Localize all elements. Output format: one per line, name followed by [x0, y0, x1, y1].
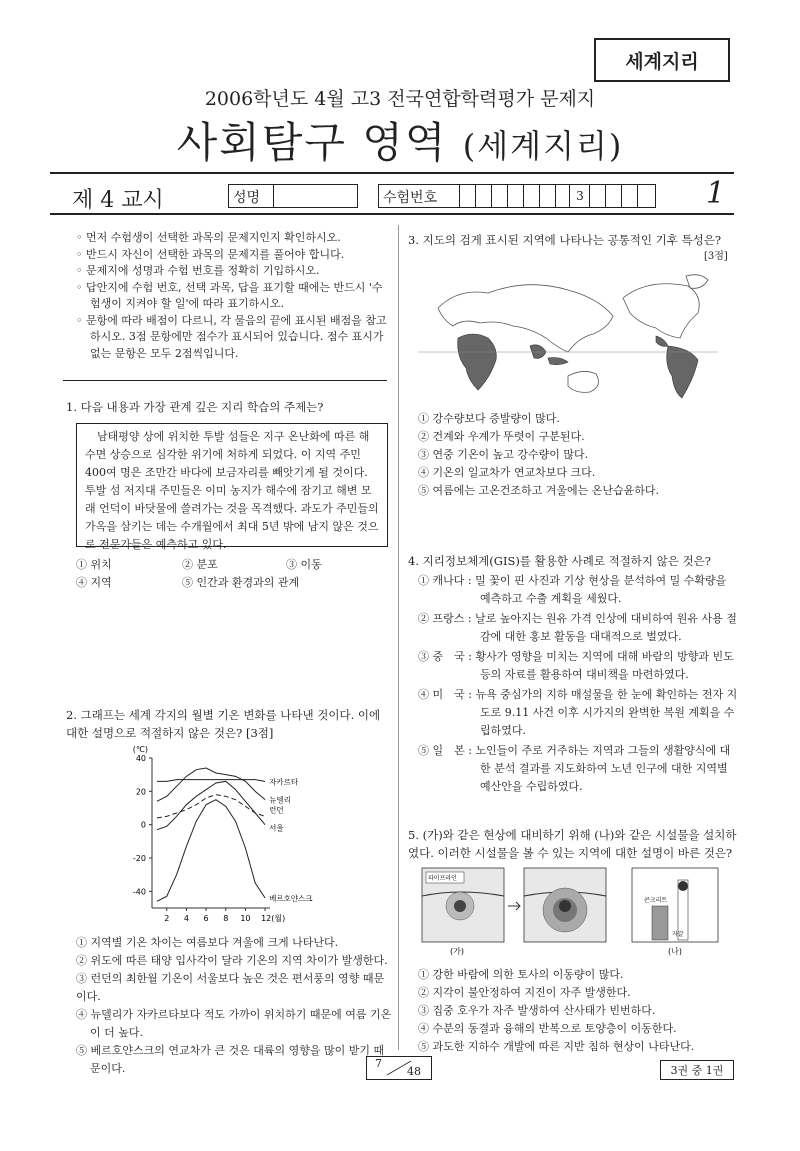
x-tick-label: 10	[240, 914, 251, 923]
name-field[interactable]	[228, 184, 358, 208]
q2-choice[interactable]: ④ 뉴델리가 자카르타보다 적도 가까이 위치하기 때문에 여름 기온이 더 높다.	[76, 1008, 392, 1039]
q4-choices	[418, 572, 738, 796]
gravel-label: 자갈	[672, 931, 684, 938]
q4-choice[interactable]: ① 캐나다 : 밀 꽃이 핀 사진과 기상 현상을 분석하여 밀 수확량을 예측하고 수출 계획을 세웠다.	[418, 574, 727, 605]
x-tick-label: 8	[223, 914, 229, 923]
q4-choice[interactable]: ③ 중 국 : 황사가 영향을 미치는 지역에 대해 바람의 방향과 빈도 등의 자료를 활용하여 대비책을 마련하였다.	[418, 650, 734, 681]
pipeline-label: 파이프라인	[428, 875, 457, 882]
instructions-separator	[63, 380, 387, 381]
exam-number-cell[interactable]	[507, 185, 523, 207]
concrete-pillar	[652, 906, 668, 940]
instruction-item: ◦ 답안지에 수험 번호, 선택 과목, 답을 표기할 때에는 반드시 '수험생이 지켜야 할 일'에 따라 표기하시오.	[76, 280, 383, 310]
q5-choice[interactable]: ④ 수분의 동결과 융해의 반복으로 토양층이 이동한다.	[418, 1022, 677, 1035]
page-fraction-box	[366, 1056, 432, 1080]
q1-choice[interactable]: ② 분포	[182, 558, 218, 571]
exam-number-label: 수험번호	[383, 190, 438, 206]
y-tick-label: -20	[132, 854, 146, 863]
main-title-subject: (세계지리)	[462, 127, 624, 165]
ga-label: (가)	[450, 947, 464, 956]
q1-choice[interactable]: ③ 이동	[286, 558, 322, 571]
series-line-2	[157, 795, 265, 818]
y-axis-label: (℃)	[132, 745, 148, 754]
series-label: 베르호얀스크	[269, 894, 313, 903]
q1-choice[interactable]: ① 위치	[76, 558, 112, 571]
arrow-icon	[508, 902, 520, 910]
header-rule-bottom	[50, 213, 734, 215]
page-fraction-top: 7	[375, 1057, 382, 1070]
series-line-0	[157, 780, 265, 782]
q3-points: [3점]	[704, 251, 728, 262]
series-line-4	[157, 800, 265, 902]
q3-choice[interactable]: ① 강수량보다 증발량이 많다.	[418, 412, 560, 425]
volume-box: 3권 중 1권	[660, 1060, 734, 1080]
pipe-section	[559, 900, 571, 912]
q5-choice[interactable]: ③ 집중 호우가 자주 발생하여 산사태가 빈번하다.	[418, 1004, 656, 1017]
q5-figure	[420, 866, 720, 958]
y-tick-label: -40	[132, 887, 146, 897]
main-title-text: 사회탐구 영역	[176, 118, 448, 167]
instructions	[76, 230, 390, 362]
series-label: 서울	[269, 823, 284, 833]
exam-number-cell[interactable]	[523, 185, 539, 207]
header-rule-top	[50, 172, 734, 174]
q2-stem: 2. 그래프는 세계 각지의 월별 기온 변화를 나타낸 것이다. 이에 대한 설명으로 적절하지 않은 것은? [3점]	[66, 708, 381, 740]
page-number: 1	[706, 176, 726, 211]
exam-title: 2006학년도 4월 고3 전국연합학력평가 문제지	[204, 88, 596, 110]
exam-number-cell[interactable]	[621, 185, 637, 207]
x-tick-label: 6	[203, 914, 209, 923]
name-label: 성명	[233, 190, 261, 206]
q2-choices	[76, 934, 392, 1078]
concrete-label: 콘크리트	[644, 897, 668, 904]
q3-choice[interactable]: ③ 연중 기온이 높고 강수량이 많다.	[418, 448, 589, 461]
pipe-section	[678, 881, 688, 891]
y-tick-label: 0	[140, 820, 146, 830]
column-divider	[398, 225, 399, 1050]
q2-choice[interactable]: ⑤ 베르호얀스크의 연교차가 큰 것은 대륙의 영향을 많이 받기 때문이다.	[76, 1044, 385, 1075]
exam-number-cell[interactable]	[491, 185, 507, 207]
series-label: 뉴델리	[269, 795, 291, 805]
subject-box: 세계지리	[594, 38, 730, 82]
q4-choice[interactable]: ② 프랑스 : 날로 높아지는 원유 가격 인상에 대비하여 원유 사용 절감에 대한 홍보 활동을 대대적으로 벌였다.	[418, 612, 737, 643]
na-label: (나)	[668, 947, 682, 956]
x-tick-label: 4	[183, 914, 189, 923]
exam-number-cell[interactable]	[637, 185, 653, 207]
exam-number-cell[interactable]	[539, 185, 555, 207]
q3-choice[interactable]: ② 건계와 우계가 뚜렷이 구분된다.	[418, 430, 585, 443]
q4-choice[interactable]: ④ 미 국 : 뉴욕 중심가의 지하 매설물을 한 눈에 확인하는 전자 지도로 9.11 사건 이후 시가지의 완벽한 복원 계획을 수립하였다.	[418, 688, 738, 737]
instruction-item: ◦ 반드시 자신이 선택한 과목의 문제지를 풀어야 합니다.	[76, 247, 345, 261]
q1-choice[interactable]: ④ 지역	[76, 576, 112, 589]
q2-choice[interactable]: ② 위도에 따른 태양 입사각이 달라 기온의 지역 차이가 발생한다.	[76, 954, 388, 967]
q5-choice[interactable]: ② 지각이 불안정하여 지진이 자주 발생한다.	[418, 986, 631, 999]
exam-number-field[interactable]	[378, 184, 656, 208]
q5-choice[interactable]: ① 강한 바람에 의한 토사의 이동량이 많다.	[418, 968, 624, 981]
series-label: 자카르타	[269, 777, 299, 787]
q3-choices	[418, 410, 738, 500]
q1-stem: 1. 다음 내용과 가장 관계 깊은 지리 학습의 주제는?	[66, 400, 324, 414]
q2-choice[interactable]: ① 지역별 기온 차이는 여름보다 겨울에 크게 나타난다.	[76, 936, 339, 949]
y-tick-label: 20	[135, 787, 146, 797]
main-title	[0, 110, 800, 170]
instruction-item: ◦ 먼저 수험생이 선택한 과목의 문제지인지 확인하시오.	[76, 231, 341, 244]
exam-number-cell[interactable]	[459, 185, 475, 207]
q5-stem: 5. (가)와 같은 현상에 대비하기 위해 (나)와 같은 시설물을 설치하였다. 이러한 시설물을 볼 수 있는 지역에 대한 설명이 바른 것은?	[408, 828, 737, 860]
exam-number-cell[interactable]	[605, 185, 621, 207]
exam-number-cell[interactable]	[475, 185, 491, 207]
instruction-item: ◦ 문제지에 성명과 수험 번호를 정확히 기입하시오.	[76, 264, 320, 277]
instruction-item: ◦ 문항에 따라 배점이 다르니, 각 물음의 끝에 표시된 배점을 참고하시오. 3점 문항에만 점수가 표시되어 있습니다. 점수 표시가 없는 문항은 모두 2점씩입니다.	[76, 313, 387, 360]
exam-number-cell[interactable]	[589, 185, 605, 207]
q5-choices	[418, 966, 738, 1056]
q4-stem: 4. 지리정보체계(GIS)를 활용한 사례로 적절하지 않은 것은?	[408, 554, 711, 568]
pipe-section	[454, 900, 466, 912]
q3-stem: 3. 지도의 검게 표시된 지역에 나타나는 공통적인 기후 특성은?	[408, 233, 721, 247]
series-label: 런던	[269, 805, 284, 815]
q1-passage: 남태평양 상에 위치한 투발 섬들은 지구 온난화에 따른 해수면 상승으로 심각한 위기에 처하게 되었다. 이 지역 주민 400여 명은 조만간 바다에 보금자리를 빼앗기게 될 것이다. 투발 섬 저지대 주민들은 이미 농지가 해수에 잠기고 해변 모래 언덕이 바닷물에 쓸려가는 것을 목격했다. 과도가 주민들의 가옥을 삼키는 데는 수개월에서 최대 5년 밖에 남지 않은 것으로 전문가들은 예측하고 있다.	[76, 423, 388, 547]
exam-number-digit: 3	[569, 185, 590, 207]
temperature-chart	[110, 742, 350, 932]
x-tick-label: 12(월)	[261, 914, 286, 923]
y-tick-label: 40	[135, 754, 146, 763]
q3-choice[interactable]: ⑤ 여름에는 고온건조하고 겨울에는 온난습윤하다.	[418, 484, 660, 497]
q5-choice[interactable]: ⑤ 과도한 지하수 개발에 따른 지반 침하 현상이 나타난다.	[418, 1040, 695, 1053]
q1-choice[interactable]: ⑤ 인간과 환경과의 관계	[182, 576, 300, 589]
q3-choice[interactable]: ④ 기온의 일교차가 연교차보다 크다.	[418, 466, 596, 479]
page-fraction-bottom: 48	[407, 1065, 421, 1078]
x-tick-label: 2	[164, 914, 170, 923]
series-line-3	[157, 781, 265, 829]
q4-choice[interactable]: ⑤ 일 본 : 노인들이 주로 거주하는 지역과 그들의 생활양식에 대한 분석 결과를 지도화하여 노년 인구에 대한 지역별 예산안을 수립하였다.	[418, 744, 731, 793]
world-map	[418, 268, 718, 408]
fraction-slash	[367, 1057, 431, 1079]
name-divider	[273, 185, 289, 207]
q2-choice[interactable]: ③ 런던의 최한월 기온이 서울보다 높은 것은 편서풍의 영향 때문이다.	[76, 972, 385, 1003]
period-label: 제 4 교시	[72, 188, 164, 213]
